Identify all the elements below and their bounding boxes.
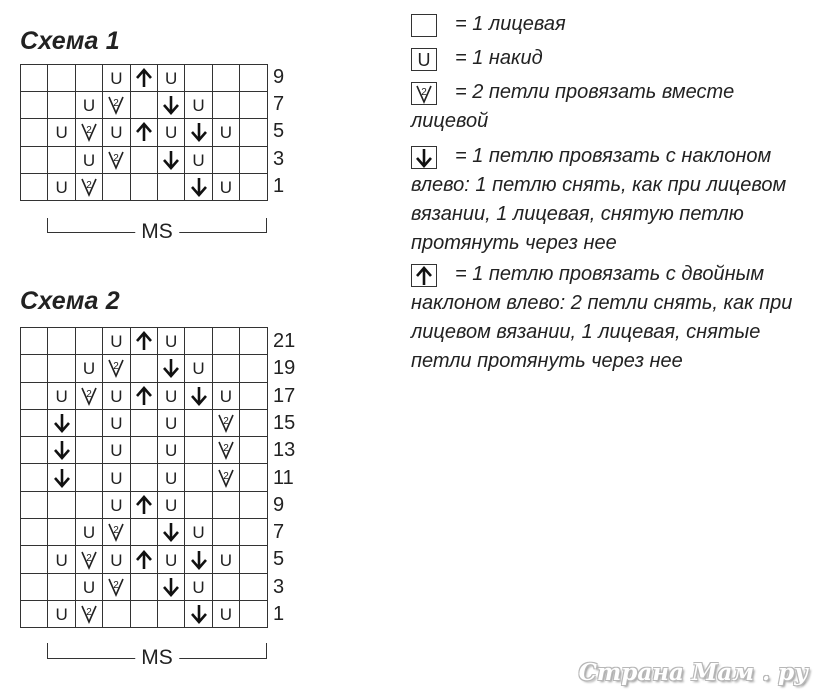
chart-cell [21, 574, 48, 601]
chart-cell [21, 383, 48, 410]
yarn-over-glyph: U [219, 605, 233, 625]
yarn-over-glyph: U [165, 550, 178, 570]
chart-cell [158, 355, 185, 382]
chart-cell [213, 546, 240, 573]
ssk-arrow-down-icon [415, 148, 433, 168]
schema-2-title: Схема 2 [20, 287, 120, 315]
svg-text:2: 2 [421, 86, 427, 98]
row-number-label: 3 [273, 575, 285, 598]
row-number-label: 13 [273, 439, 296, 462]
ssk-arrow-down-icon [162, 95, 180, 115]
schema-1-title: Схема 1 [20, 27, 120, 55]
chart-cell [103, 601, 130, 628]
yarn-over-glyph: U [165, 332, 178, 352]
double-decrease-arrow-up-icon [135, 386, 153, 406]
chart-cell [240, 119, 267, 146]
k2tog-icon [107, 577, 125, 597]
chart-cell [131, 437, 158, 464]
yarn-over-glyph: U [110, 414, 123, 434]
row-number-label: 17 [273, 384, 296, 407]
chart-cell [48, 65, 75, 92]
chart-cell [48, 119, 75, 146]
row-number-label: 1 [273, 174, 285, 197]
svg-text:2: 2 [113, 579, 120, 591]
knit-symbol-icon [411, 14, 437, 37]
chart-cell [103, 574, 130, 601]
legend-k2tog-line-2: лицевой [411, 110, 489, 132]
chart-cell [158, 328, 185, 355]
svg-text:2: 2 [113, 152, 120, 164]
row-number-label: 9 [273, 493, 285, 516]
row-number-label: 5 [273, 120, 285, 143]
chart-cell [131, 574, 158, 601]
double-decrease-arrow-up-icon [135, 331, 153, 351]
chart-cell [103, 147, 130, 174]
double-decrease-arrow-up-icon [135, 495, 153, 515]
yarn-over-glyph: U [110, 495, 123, 515]
yarn-over-glyph: U [110, 386, 123, 406]
chart-cell [213, 383, 240, 410]
k2tog-icon [107, 522, 125, 542]
chart-cell [185, 92, 212, 119]
yarn-over-glyph: U [219, 177, 233, 197]
legend-ssk [411, 146, 771, 171]
chart-cell [185, 383, 212, 410]
svg-text:2: 2 [113, 361, 120, 373]
double-decrease-arrow-up-icon [135, 550, 153, 570]
yarn-over-symbol-icon [411, 48, 437, 71]
chart-cell [158, 437, 185, 464]
legend-k2tog-text: = 2 петли провязать вместе [455, 81, 735, 103]
chart-cell [185, 464, 212, 491]
chart-cell [213, 519, 240, 546]
chart-cell [76, 92, 103, 119]
chart-cell [131, 383, 158, 410]
chart-cell [185, 574, 212, 601]
k2tog-icon [80, 122, 98, 142]
chart-cell [21, 119, 48, 146]
chart-cell [213, 464, 240, 491]
chart-cell [213, 65, 240, 92]
legend-k2tog [411, 82, 734, 107]
double-decrease-arrow-up-icon [135, 122, 153, 142]
yarn-over-glyph: U [165, 123, 178, 143]
chart-cell [131, 601, 158, 628]
chart-cell [48, 492, 75, 519]
chart-cell [48, 355, 75, 382]
chart-cell [158, 601, 185, 628]
legend-knit [411, 14, 566, 39]
legend-ssk-line-2: влево: 1 петлю снять, как при лицевом [411, 174, 787, 196]
chart-cell [21, 410, 48, 437]
ssk-arrow-down-icon [190, 386, 208, 406]
k2tog-icon [80, 386, 98, 406]
row-number-label: 5 [273, 548, 285, 571]
chart-cell [76, 328, 103, 355]
svg-text:2: 2 [113, 525, 120, 537]
legend-k2tog-cont [411, 107, 811, 136]
chart-cell [240, 174, 267, 201]
chart-cell [48, 464, 75, 491]
chart-cell [185, 519, 212, 546]
chart-cell [103, 437, 130, 464]
legend-ssk-line-4: протянуть через нее [411, 232, 617, 254]
yarn-over-glyph: U [82, 150, 96, 170]
ssk-arrow-down-icon [190, 122, 208, 142]
chart-cell [103, 174, 130, 201]
chart-cell [131, 519, 158, 546]
chart-cell [158, 519, 185, 546]
chart-cell [131, 92, 158, 119]
yarn-over-glyph: U [55, 605, 68, 625]
row-number-label: 19 [273, 357, 296, 380]
yarn-over-glyph: U [219, 550, 233, 570]
yarn-over-glyph: U [110, 332, 123, 352]
chart-cell [213, 147, 240, 174]
yarn-over-glyph: U [417, 49, 431, 70]
double-decrease-arrow-up-icon [135, 68, 153, 88]
ssk-arrow-down-icon [190, 604, 208, 624]
chart-cell [76, 65, 103, 92]
svg-text:2: 2 [86, 607, 92, 619]
chart-cell [76, 410, 103, 437]
chart-cell [240, 546, 267, 573]
ssk-arrow-down-icon [162, 577, 180, 597]
chart-cell [76, 546, 103, 573]
chart-cell [76, 383, 103, 410]
chart-cell [48, 92, 75, 119]
yarn-over-glyph: U [192, 577, 205, 597]
chart-cell [185, 147, 212, 174]
yarn-over-glyph: U [82, 96, 96, 116]
chart-cell [185, 601, 212, 628]
chart-cell [158, 574, 185, 601]
chart-cell [76, 492, 103, 519]
yarn-over-glyph: U [192, 523, 205, 543]
yarn-over-glyph: U [219, 386, 233, 406]
svg-text:2: 2 [86, 388, 92, 400]
yarn-over-glyph: U [165, 386, 178, 406]
legend-ssk-line-3: вязании, 1 лицевая, снятую петлю [411, 203, 744, 225]
chart-cell [76, 519, 103, 546]
chart-cell [76, 174, 103, 201]
chart-cell [48, 574, 75, 601]
chart-cell [48, 410, 75, 437]
chart-cell [103, 65, 130, 92]
chart-cell [21, 437, 48, 464]
chart-cell [21, 328, 48, 355]
chart-cell [158, 174, 185, 201]
chart-cell [21, 464, 48, 491]
chart-cell [185, 355, 212, 382]
schema-2-repeat-bracket [47, 643, 267, 669]
chart-cell [240, 601, 267, 628]
yarn-over-glyph: U [165, 69, 178, 89]
row-number-label: 15 [273, 411, 296, 434]
yarn-over-glyph: U [110, 441, 123, 461]
chart-cell [240, 437, 267, 464]
yarn-over-glyph: U [165, 495, 178, 515]
chart-cell [131, 492, 158, 519]
chart-cell [103, 410, 130, 437]
schema-1-repeat-bracket [47, 218, 267, 243]
k2tog-icon [107, 358, 125, 378]
row-number-label: 21 [273, 330, 296, 352]
chart-cell [21, 355, 48, 382]
chart-cell [48, 328, 75, 355]
svg-text:2: 2 [223, 443, 229, 455]
schema-1-repeat-label: MS [135, 220, 179, 244]
chart-cell [48, 174, 75, 201]
chart-cell [103, 355, 130, 382]
yarn-over-glyph: U [110, 69, 123, 89]
chart-cell [131, 464, 158, 491]
svg-text:2: 2 [113, 98, 120, 110]
ssk-arrow-down-icon [190, 550, 208, 570]
chart-cell [21, 65, 48, 92]
k2tog-icon [80, 604, 98, 624]
chart-cell [76, 437, 103, 464]
legend-ssk-cont [411, 171, 811, 258]
chart-cell [158, 464, 185, 491]
chart-cell [76, 147, 103, 174]
yarn-over-glyph: U [55, 123, 68, 143]
yarn-over-glyph: U [110, 468, 123, 488]
chart-cell [48, 601, 75, 628]
row-number-label: 7 [273, 521, 285, 544]
ssk-arrow-down-icon [190, 177, 208, 197]
yarn-over-glyph: U [165, 414, 178, 434]
chart-cell [76, 464, 103, 491]
chart-cell [185, 437, 212, 464]
chart-cell [158, 92, 185, 119]
legend-yo-text: = 1 накид [455, 47, 543, 69]
chart-cell [103, 119, 130, 146]
chart-cell [131, 355, 158, 382]
ssk-symbol-icon [411, 146, 437, 169]
chart-cell [21, 92, 48, 119]
yarn-over-glyph: U [110, 550, 123, 570]
chart-cell [213, 492, 240, 519]
chart-cell [21, 174, 48, 201]
chart-cell [158, 147, 185, 174]
chart-cell [185, 174, 212, 201]
chart-cell [185, 546, 212, 573]
schema-2-repeat-label: MS [135, 646, 179, 670]
chart-cell [76, 601, 103, 628]
chart-cell [131, 119, 158, 146]
chart-cell [213, 119, 240, 146]
svg-text:2: 2 [86, 125, 92, 137]
chart-cell [158, 65, 185, 92]
chart-cell [158, 383, 185, 410]
k2tog-icon [217, 440, 235, 460]
k2tog-icon [107, 150, 125, 170]
chart-cell [76, 119, 103, 146]
chart-cell [185, 119, 212, 146]
chart-cell [103, 464, 130, 491]
chart-cell [158, 410, 185, 437]
k2tog-symbol-icon [411, 82, 437, 105]
row-number-label: 9 [273, 66, 285, 88]
chart-cell [213, 355, 240, 382]
ssk-arrow-down-icon [162, 150, 180, 170]
chart-cell [185, 328, 212, 355]
chart-cell [48, 437, 75, 464]
chart-cell [213, 437, 240, 464]
chart-cell [240, 410, 267, 437]
chart-cell [185, 410, 212, 437]
chart-cell [48, 519, 75, 546]
chart-cell [185, 492, 212, 519]
yarn-over-glyph: U [82, 577, 96, 597]
chart-cell [213, 92, 240, 119]
ssk-arrow-down-icon [53, 413, 71, 433]
ssk-arrow-down-icon [162, 522, 180, 542]
chart-cell [131, 328, 158, 355]
yarn-over-glyph: U [55, 177, 68, 197]
chart-cell [103, 546, 130, 573]
double-decrease-symbol-icon [411, 264, 437, 287]
svg-text:2: 2 [86, 552, 92, 564]
chart-cell [158, 492, 185, 519]
chart-cell [185, 65, 212, 92]
legend-knit-text: = 1 лицевая [455, 13, 566, 35]
yarn-over-glyph: U [82, 523, 96, 543]
ssk-arrow-down-icon [53, 468, 71, 488]
svg-text:2: 2 [223, 416, 229, 428]
yarn-over-glyph: U [55, 386, 68, 406]
chart-cell [131, 546, 158, 573]
chart-cell [240, 574, 267, 601]
chart-cell [213, 174, 240, 201]
chart-cell [131, 65, 158, 92]
chart-cell [240, 355, 267, 382]
chart-cell [158, 119, 185, 146]
chart-cell [131, 147, 158, 174]
yarn-over-glyph: U [110, 123, 123, 143]
legend-dbl-line-2: наклоном влево: 2 петли снять, как при [411, 292, 793, 314]
chart-cell [240, 92, 267, 119]
legend-dbl-cont [411, 289, 811, 376]
legend-double-decrease [411, 264, 764, 289]
legend-dbl-line-4: петли протянуть через нее [411, 350, 683, 372]
yarn-over-glyph: U [82, 359, 96, 379]
chart-cell [103, 383, 130, 410]
ssk-arrow-down-icon [162, 358, 180, 378]
chart-cell [240, 464, 267, 491]
chart-cell [158, 546, 185, 573]
yarn-over-glyph: U [165, 468, 178, 488]
yarn-over-glyph: U [192, 96, 205, 116]
k2tog-icon [80, 177, 98, 197]
svg-text:2: 2 [86, 179, 92, 191]
row-number-label: 11 [273, 466, 294, 489]
chart-cell [240, 147, 267, 174]
chart-cell [240, 65, 267, 92]
ssk-arrow-down-icon [53, 440, 71, 460]
yarn-over-glyph: U [192, 150, 205, 170]
chart-cell [103, 492, 130, 519]
chart-cell [131, 174, 158, 201]
chart-cell [103, 328, 130, 355]
k2tog-icon [217, 413, 235, 433]
yarn-over-glyph: U [219, 123, 233, 143]
schema-2-grid [20, 327, 268, 628]
row-number-label: 7 [273, 93, 285, 116]
chart-cell [21, 546, 48, 573]
k2tog-icon [80, 550, 98, 570]
chart-cell [103, 519, 130, 546]
row-number-label: 1 [273, 603, 285, 625]
chart-cell [21, 147, 48, 174]
chart-cell [48, 383, 75, 410]
schema-1-grid [20, 64, 268, 201]
legend-dbl-text: = 1 петлю провязать с двойным [455, 263, 765, 285]
chart-cell [21, 519, 48, 546]
chart-cell [76, 355, 103, 382]
chart-cell [240, 383, 267, 410]
site-watermark: Страна Мам . ру [578, 659, 808, 686]
chart-cell [48, 546, 75, 573]
chart-cell [213, 410, 240, 437]
yarn-over-glyph: U [165, 441, 178, 461]
row-number-label: 3 [273, 147, 285, 170]
chart-cell [48, 147, 75, 174]
chart-cell [21, 492, 48, 519]
k2tog-icon [217, 468, 235, 488]
k2tog-icon [107, 95, 125, 115]
legend-ssk-text: = 1 петлю провязать с наклоном [455, 145, 772, 167]
k2tog-icon [415, 84, 433, 104]
legend-dbl-line-3: лицевом вязании, 1 лицевая, снятые [411, 321, 761, 343]
chart-cell [21, 601, 48, 628]
double-decrease-arrow-up-icon [415, 266, 433, 286]
yarn-over-glyph: U [192, 359, 205, 379]
chart-cell [240, 519, 267, 546]
chart-cell [213, 601, 240, 628]
chart-cell [76, 574, 103, 601]
svg-text:2: 2 [223, 470, 229, 482]
chart-cell [240, 328, 267, 355]
chart-cell [103, 92, 130, 119]
chart-cell [213, 574, 240, 601]
legend-yo [411, 48, 543, 73]
chart-cell [131, 410, 158, 437]
chart-cell [240, 492, 267, 519]
chart-cell [213, 328, 240, 355]
yarn-over-glyph: U [55, 550, 68, 570]
